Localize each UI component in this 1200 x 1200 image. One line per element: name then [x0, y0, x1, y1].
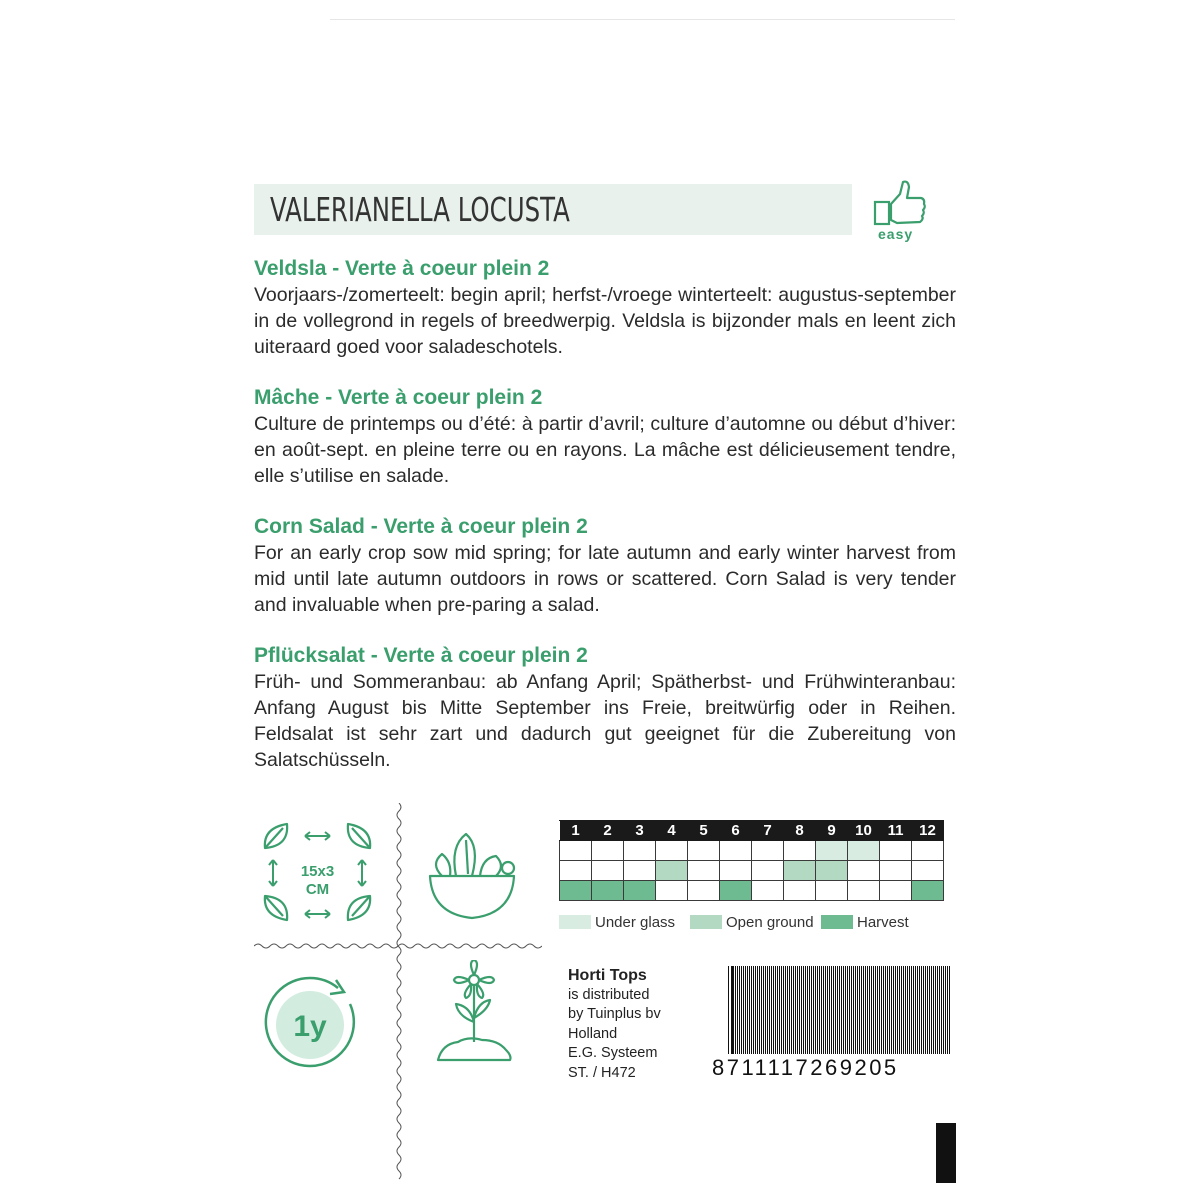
barcode-bar [741, 966, 742, 1054]
barcode-bar [917, 966, 918, 1054]
salad-bowl-icon [422, 826, 522, 926]
month-label: 4 [656, 821, 688, 841]
barcode-bar [927, 966, 928, 1054]
barcode-bar [771, 966, 772, 1054]
barcode-bar [789, 966, 790, 1054]
barcode-bar [773, 966, 774, 1054]
barcode-bar [895, 966, 896, 1054]
barcode-bar [769, 966, 770, 1054]
barcode-bar [911, 966, 912, 1054]
calendar-cell [592, 841, 624, 861]
barcode-bar [803, 966, 804, 1054]
distributor-info [568, 966, 661, 1083]
barcode-bar [815, 966, 816, 1054]
barcode-bar [849, 966, 850, 1054]
legend-label: Open ground [726, 914, 814, 931]
barcode-bar [903, 966, 904, 1054]
barcode-bar [877, 966, 878, 1054]
barcode-bar [939, 966, 940, 1054]
section-text: Voorjaars-/zomerteelt: begin april; herfst-/vroege winterteelt: augustus-september in de vollegrond in regels of breedwerpig. Veldsla is bijzonder mals en leent zich uiteraard goed voor saladeschotels. [254, 284, 956, 358]
barcode-bar [875, 966, 876, 1054]
section-dutch [254, 256, 956, 360]
barcode-bar [753, 966, 754, 1054]
barcode-bar [813, 966, 814, 1054]
legend-label: Under glass [595, 914, 676, 931]
barcode-bar [943, 966, 944, 1054]
barcode-bar [819, 966, 820, 1054]
legend-under-glass [559, 914, 675, 931]
barcode-bar [931, 966, 932, 1054]
barcode-bar [765, 966, 766, 1054]
barcode [728, 966, 950, 1054]
barcode-bar [913, 966, 914, 1054]
barcode-bar [833, 966, 834, 1054]
barcode-bar [947, 966, 948, 1054]
calendar-row [560, 841, 944, 861]
section-title: Pflücksalat - Verte à coeur plein 2 [254, 644, 588, 667]
barcode-bar [937, 966, 938, 1054]
calendar-cell [592, 881, 624, 901]
barcode-bar [841, 966, 842, 1054]
legend-swatch [559, 915, 591, 929]
barcode-bar [761, 966, 762, 1054]
section-german [254, 643, 956, 773]
barcode-bar [923, 966, 924, 1054]
barcode-bar [929, 966, 930, 1054]
distributor-line: by Tuinplus bv [568, 1006, 661, 1022]
barcode-bar [827, 966, 828, 1054]
spacing-unit: CM [305, 881, 330, 898]
barcode-bar [821, 966, 822, 1054]
month-label: 3 [624, 821, 656, 841]
barcode-bar [949, 966, 950, 1054]
barcode-bar [835, 966, 836, 1054]
sowing-calendar [559, 820, 944, 901]
calendar-row [560, 881, 944, 901]
calendar-cell [624, 841, 656, 861]
section-title: Veldsla - Verte à coeur plein 2 [254, 257, 550, 280]
barcode-bar [801, 966, 802, 1054]
month-label: 9 [816, 821, 848, 841]
section-text: Culture de printemps ou d’été: à partir d’avril; culture d’automne ou début d’hiver: en août-sept. en pleine terre ou en rayons. La mâche est délicieusement tendre, elle s’utilise en salade. [254, 413, 956, 487]
calendar-cell [880, 861, 912, 881]
calendar-cell [752, 881, 784, 901]
barcode-bar [945, 966, 946, 1054]
calendar-cell [816, 841, 848, 861]
barcode-bar [829, 966, 830, 1054]
barcode-bar [891, 966, 892, 1054]
barcode-bar [881, 966, 882, 1054]
barcode-bar [845, 966, 846, 1054]
calendar-cell [688, 881, 720, 901]
calendar-cell [816, 881, 848, 901]
section-text: For an early crop sow mid spring; for late autumn and early winter harvest from mid until late autumn outdoors in rows or scattered. Corn Salad is very tender and invaluable when pre-paring a salad. [254, 542, 956, 616]
barcode-bar [831, 966, 832, 1054]
barcode-bar [859, 966, 860, 1054]
calendar-cell [816, 861, 848, 881]
calendar-cell [656, 861, 688, 881]
calendar-cell [912, 861, 944, 881]
calendar-cell [848, 881, 880, 901]
legend-swatch [690, 915, 722, 929]
legend-open-ground [690, 914, 814, 931]
calendar-cell [784, 861, 816, 881]
section-french [254, 385, 956, 489]
calendar-cell [880, 881, 912, 901]
month-label: 12 [912, 821, 944, 841]
calendar-cell [560, 881, 592, 901]
barcode-bar [863, 966, 864, 1054]
calendar-cell [752, 861, 784, 881]
section-text: Früh- und Sommeranbau: ab Anfang April; Spätherbst- und Frühwinteranbau: Anfang August bis Mitte September ins Freie, breitwürfig oder in Reihen. Feldsalat ist sehr zart und dadurch gut geeignet für die Zubereitung von Salatschüsseln. [254, 671, 956, 771]
calendar-cell [720, 841, 752, 861]
calendar-cell [752, 841, 784, 861]
barcode-bar [909, 966, 910, 1054]
barcode-bar [867, 966, 868, 1054]
wavy-divider-horizontal [254, 942, 542, 950]
legend-swatch [821, 915, 853, 929]
barcode-bar [755, 966, 756, 1054]
month-label: 1 [560, 821, 592, 841]
calendar-cell [880, 841, 912, 861]
month-label: 2 [592, 821, 624, 841]
barcode-bar [747, 966, 748, 1054]
barcode-bar [869, 966, 870, 1054]
month-label: 6 [720, 821, 752, 841]
barcode-bar [728, 966, 729, 1054]
barcode-bar [905, 966, 906, 1054]
barcode-bar [897, 966, 898, 1054]
barcode-bar [757, 966, 758, 1054]
barcode-bar [783, 966, 784, 1054]
barcode-bar [777, 966, 778, 1054]
calendar-cell [656, 841, 688, 861]
barcode-bar [775, 966, 776, 1054]
barcode-bar [921, 966, 922, 1054]
calendar-cell [656, 881, 688, 901]
month-label: 7 [752, 821, 784, 841]
distributor-line: is distributed [568, 986, 650, 1003]
wavy-divider-vertical [395, 803, 403, 1183]
barcode-bar [811, 966, 812, 1054]
calendar-cell [720, 881, 752, 901]
barcode-bar [847, 966, 848, 1054]
barcode-bar [915, 966, 916, 1054]
section-title: Mâche - Verte à coeur plein 2 [254, 386, 543, 409]
calendar-row [560, 861, 944, 881]
barcode-bar [785, 966, 786, 1054]
barcode-bar [885, 966, 886, 1054]
plant-spacing-icon [255, 816, 380, 931]
section-english [254, 514, 956, 618]
barcode-bar [735, 966, 736, 1054]
latin-name: VALERIANELLA LOCUSTA [270, 190, 570, 229]
barcode-bar [843, 966, 844, 1054]
barcode-bar [759, 966, 760, 1054]
barcode-bar [907, 966, 908, 1054]
lifespan-label: 1y [293, 1010, 327, 1043]
barcode-bar [851, 966, 852, 1054]
calendar-cell [720, 861, 752, 881]
barcode-bar [919, 966, 920, 1054]
calendar-cell [624, 861, 656, 881]
barcode-bar [731, 966, 734, 1054]
barcode-bar [797, 966, 798, 1054]
barcode-bar [807, 966, 808, 1054]
calendar-cell [688, 861, 720, 881]
barcode-bar [861, 966, 862, 1054]
annual-cycle-icon [258, 970, 363, 1075]
calendar-cell [848, 861, 880, 881]
barcode-bar [817, 966, 818, 1054]
barcode-bar [805, 966, 806, 1054]
barcode-bar [751, 966, 752, 1054]
barcode-bar [791, 966, 792, 1054]
barcode-bar [745, 966, 746, 1054]
calendar-header-row [560, 821, 944, 841]
barcode-bar [857, 966, 858, 1054]
month-label: 11 [880, 821, 912, 841]
section-title: Corn Salad - Verte à coeur plein 2 [254, 515, 588, 538]
barcode-bar [767, 966, 768, 1054]
barcode-bar [763, 966, 764, 1054]
brand-name: Horti Tops [568, 967, 647, 984]
barcode-bar [941, 966, 942, 1054]
top-divider [330, 19, 955, 20]
flower-sprout-icon [428, 960, 523, 1070]
barcode-bar [809, 966, 810, 1054]
calendar-cell [592, 861, 624, 881]
spacing-label: 15x3 [300, 863, 335, 880]
barcode-bar [893, 966, 894, 1054]
month-label: 8 [784, 821, 816, 841]
barcode-bar [739, 966, 740, 1054]
calendar-cell [624, 881, 656, 901]
barcode-bar [743, 966, 744, 1054]
barcode-bar [787, 966, 788, 1054]
calendar-cell [912, 841, 944, 861]
calendar-cell [560, 841, 592, 861]
distributor-line: Holland [568, 1025, 618, 1042]
barcode-bar [873, 966, 874, 1054]
month-label: 10 [848, 821, 880, 841]
barcode-bar [825, 966, 826, 1054]
barcode-bar [889, 966, 890, 1054]
barcode-bar [793, 966, 794, 1054]
barcode-bar [737, 966, 738, 1054]
barcode-bar [853, 966, 854, 1054]
barcode-bar [865, 966, 866, 1054]
registration-mark [936, 1123, 956, 1183]
barcode-bar [883, 966, 884, 1054]
barcode-bar [933, 966, 934, 1054]
barcode-bar [795, 966, 796, 1054]
calendar-cell [784, 841, 816, 861]
barcode-number: 8711117269205 [712, 1055, 899, 1080]
barcode-bar [799, 966, 800, 1054]
barcode-bar [899, 966, 900, 1054]
barcode-bar [887, 966, 888, 1054]
barcode-bar [837, 966, 838, 1054]
barcode-bar [781, 966, 782, 1054]
calendar-cell [848, 841, 880, 861]
barcode-bar [779, 966, 780, 1054]
calendar-cell [688, 841, 720, 861]
barcode-bar [879, 966, 880, 1054]
barcode-bar [925, 966, 926, 1054]
barcode-bar [823, 966, 824, 1054]
calendar-cell [912, 881, 944, 901]
barcode-bar [855, 966, 856, 1054]
distributor-line: ST. / H472 [568, 1064, 636, 1081]
distributor-line: E.G. Systeem [568, 1045, 658, 1061]
barcode-bar [749, 966, 750, 1054]
barcode-bar [871, 966, 872, 1054]
legend-label: Harvest [857, 914, 909, 931]
calendar-cell [784, 881, 816, 901]
barcode-bar [935, 966, 936, 1054]
barcode-bar [839, 966, 840, 1054]
legend-harvest [821, 914, 909, 931]
month-label: 5 [688, 821, 720, 841]
difficulty-label: easy [878, 226, 914, 242]
barcode-bar [901, 966, 902, 1054]
calendar-cell [560, 861, 592, 881]
